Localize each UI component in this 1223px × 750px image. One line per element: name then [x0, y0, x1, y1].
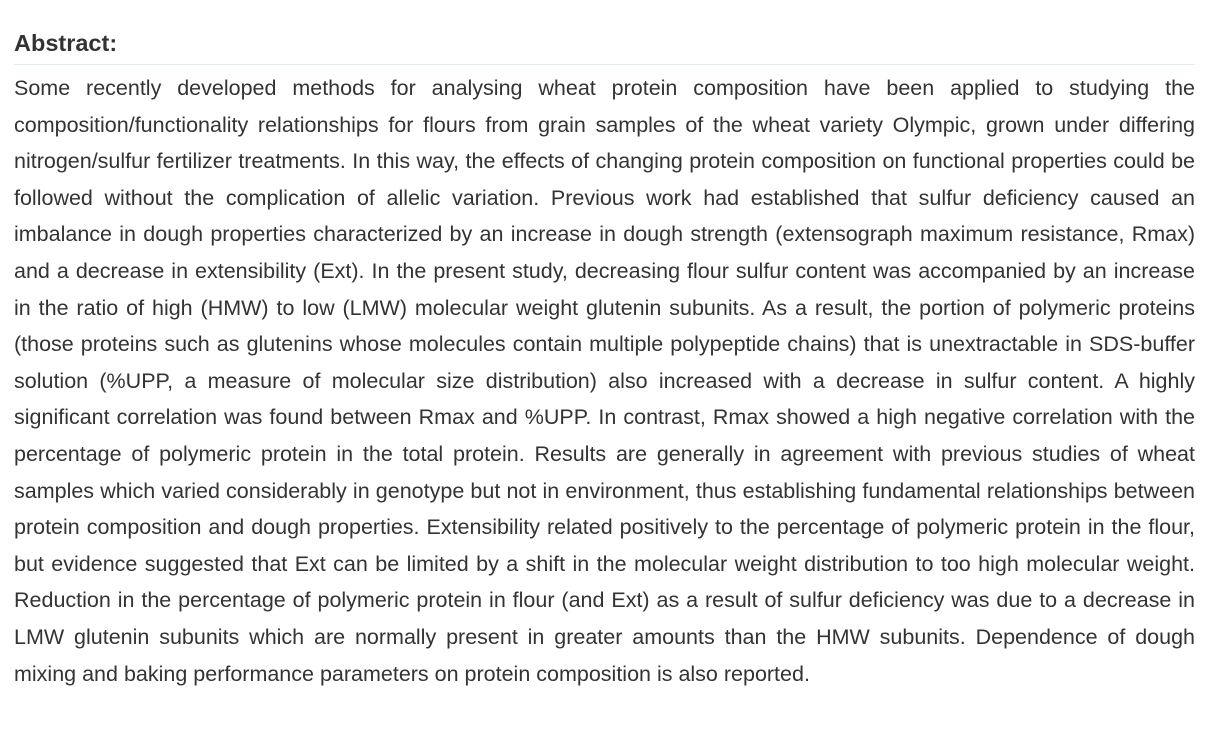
abstract-text: Some recently developed methods for analysing wheat protein composition have been applied to studying the composition/functionality relationships for flours from grain samples of the wheat variety Olympic, grown under differing nitrogen/sulfur fertilizer treatments. In this way, the effects of changing protein composition on functional properties could be followed without the complication of allelic variation. Previous work had established that sulfur deficiency caused an imbalance in dough properties characterized by an increase in dough strength (extensograph maximum resistance, Rmax) and a decrease in extensibility (Ext). In the present study, decreasing flour sulfur content was accompanied by an increase in the ratio of high (HMW) to low (LMW) molecular weight glutenin subunits. As a result, the portion of polymeric proteins (those proteins such as glutenins whose molecules contain multiple polypeptide chains) that is unextractable in SDS-buffer solution (%UPP, a measure of molecular size distribution) also increased with a decrease in sulfur content. A highly significant correlation was found between Rmax and %UPP. In contrast, Rmax showed a high negative correlation with the percentage of polymeric protein in the total protein. Results are generally in agreement with previous studies of wheat samples which varied considerably in genotype but not in environment, thus establishing fundamental relationships between protein composition and dough properties. Extensibility related positively to the percentage of polymeric protein in the flour, but evidence suggested that Ext can be limited by a shift in the molecular weight distribution to too high molecular weight. Reduction in the percentage of polymeric protein in flour (and Ext) as a result of sulfur deficiency was due to a decrease in LMW glutenin subunits which are normally present in greater amounts than the HMW subunits. Dependence of dough mixing and baking performance parameters on protein composition is also reported.: [14, 76, 1195, 686]
abstract-heading: Abstract:: [14, 28, 1195, 65]
